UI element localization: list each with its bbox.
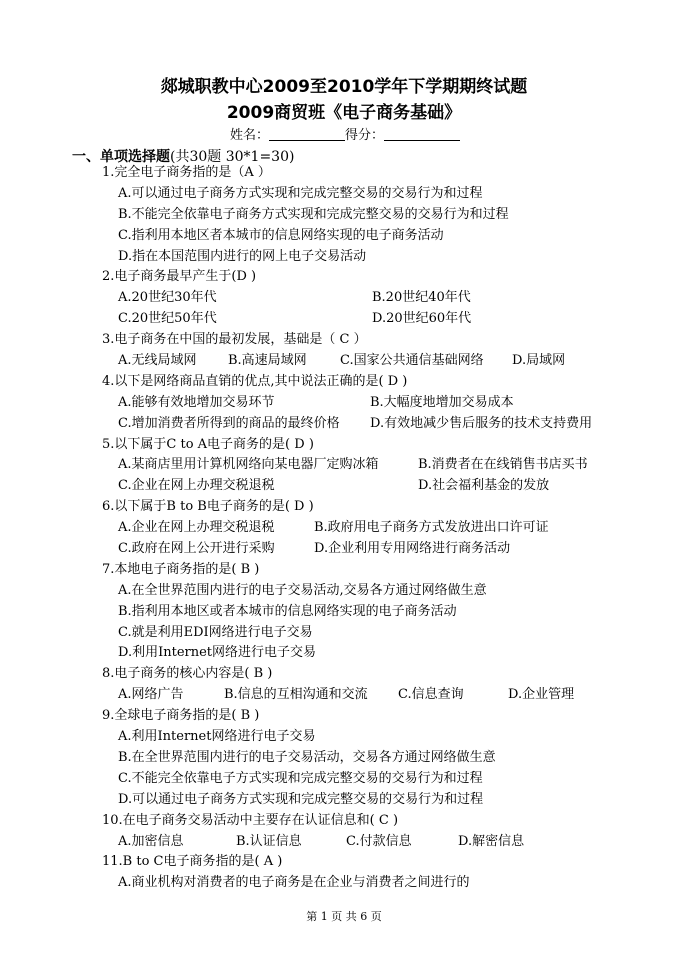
option: D.解密信息: [458, 833, 525, 849]
score-blank: [384, 127, 460, 141]
option: C.信息查询: [398, 687, 464, 703]
section-note: (共30题 30*1=30): [170, 149, 295, 165]
option: A.加密信息: [118, 833, 184, 849]
question-stem: 1.完全电子商务指的是（A ）: [102, 165, 271, 180]
question-stem: 8.电子商务的核心内容是( B ): [102, 666, 273, 682]
option-row: [0, 393, 688, 414]
option: C.20世纪50年代: [118, 311, 217, 327]
option: B.高速局域网: [228, 353, 307, 369]
question-stem: 9.全球电子商务指的是( B ): [102, 708, 260, 724]
option: B.政府用电子商务方式发放进出口许可证: [314, 520, 549, 536]
section-label: 一、单项选择题: [72, 149, 170, 165]
option: A.在全世界范围内进行的电子交易活动,交易各方通过网络做生意: [118, 582, 487, 598]
option: A.商业机构对消费者的电子商务是在企业与消费者之间进行的: [118, 875, 470, 891]
option: B.大幅度地增加交易成本: [370, 394, 514, 410]
option: C.付款信息: [346, 833, 412, 849]
option-row: [0, 539, 688, 560]
score-label: 得分：: [345, 128, 385, 143]
option-row: [0, 518, 688, 539]
option: A.20世纪30年代: [118, 290, 217, 306]
question-list: [0, 163, 688, 894]
option: B.不能完全依靠电子商务方式实现和完成完整交易的交易行为和过程: [118, 206, 509, 222]
question-stem: 7.本地电子商务指的是( B ): [102, 561, 260, 577]
option: D.企业利用专用网络进行商务活动: [314, 541, 511, 557]
question-stem: 4.以下是网络商品直销的优点,其中说法正确的是( D ): [102, 373, 408, 389]
option: B.消费者在在线销售书店买书: [418, 457, 588, 473]
question-stem: 6.以下属于B to B电子商务的是( D ): [102, 499, 314, 515]
option: A.网络广告: [118, 687, 184, 703]
page-footer: 第 1 页 共 6 页: [306, 910, 382, 923]
option: C.企业在网上办理交税退税: [118, 478, 275, 494]
option-row: [0, 832, 688, 853]
option: D.利用Internet网络进行电子交易: [118, 645, 317, 661]
question-stem: 10.在电子商务交易活动中主要存在认证信息和( C ): [102, 812, 399, 828]
option: C.国家公共通信基础网络: [340, 353, 484, 369]
question-stem: 3.电子商务在中国的最初发展，基础是（ C ）: [102, 332, 367, 348]
option: A.企业在网上办理交税退税: [118, 520, 275, 536]
student-info: [230, 124, 460, 143]
option: A.可以通过电子商务方式实现和完成完整交易的交易行为和过程: [118, 185, 483, 201]
question-stem: 2.电子商务最早产生于(D ): [102, 269, 257, 285]
option-row: [0, 288, 688, 309]
option: B.指利用本地区或者本城市的信息网络实现的电子商务活动: [118, 603, 457, 619]
option: B.20世纪40年代: [372, 290, 471, 306]
option-row: [0, 414, 688, 435]
option-row: [0, 476, 688, 497]
option: A.能够有效地增加交易环节: [118, 394, 275, 410]
option: D.可以通过电子商务方式实现和完成完整交易的交易行为和过程: [118, 791, 484, 807]
option: B.在全世界范围内进行的电子交易活动，交易各方通过网络做生意: [118, 749, 496, 765]
name-label: 姓名：: [230, 128, 270, 143]
option: C.指利用本地区者本城市的信息网络实现的电子商务活动: [118, 227, 444, 243]
option: A.利用Internet网络进行电子交易: [118, 729, 316, 745]
option: A.某商店里用计算机网络向某电器厂定购冰箱: [118, 457, 379, 473]
option-row: [0, 685, 688, 706]
option: C.政府在网上公开进行采购: [118, 541, 275, 557]
option: D.企业管理: [508, 687, 575, 703]
name-blank: [269, 127, 345, 141]
option: D.20世纪60年代: [372, 311, 472, 327]
exam-title: 郯城职教中心2009至2010学年下学期期终试题: [160, 77, 528, 97]
question-stem: 11.B to C电子商务指的是( A ): [102, 854, 283, 870]
option: B.认证信息: [236, 833, 302, 849]
option: C.就是利用EDI网络进行电子交易: [118, 624, 313, 640]
option-row: [0, 309, 688, 330]
option: C.增加消费者所得到的商品的最终价格: [118, 415, 340, 431]
option: D.局域网: [512, 353, 566, 369]
option: B.信息的互相沟通和交流: [224, 687, 368, 703]
question-stem: 5.以下属于C to A电子商务的是( D ): [102, 436, 314, 452]
option: D.有效地减少售后服务的技术支持费用: [370, 415, 593, 431]
exam-subtitle: 2009商贸班《电子商务基础》: [226, 103, 462, 123]
option: D.社会福利基金的发放: [418, 478, 550, 494]
option: A.无线局域网: [118, 353, 197, 369]
option: D.指在本国范围内进行的网上电子交易活动: [118, 248, 367, 264]
option: C.不能完全依靠电子方式实现和完成完整交易的交易行为和过程: [118, 770, 483, 786]
option-row: [0, 455, 688, 476]
option-row: [0, 351, 688, 372]
